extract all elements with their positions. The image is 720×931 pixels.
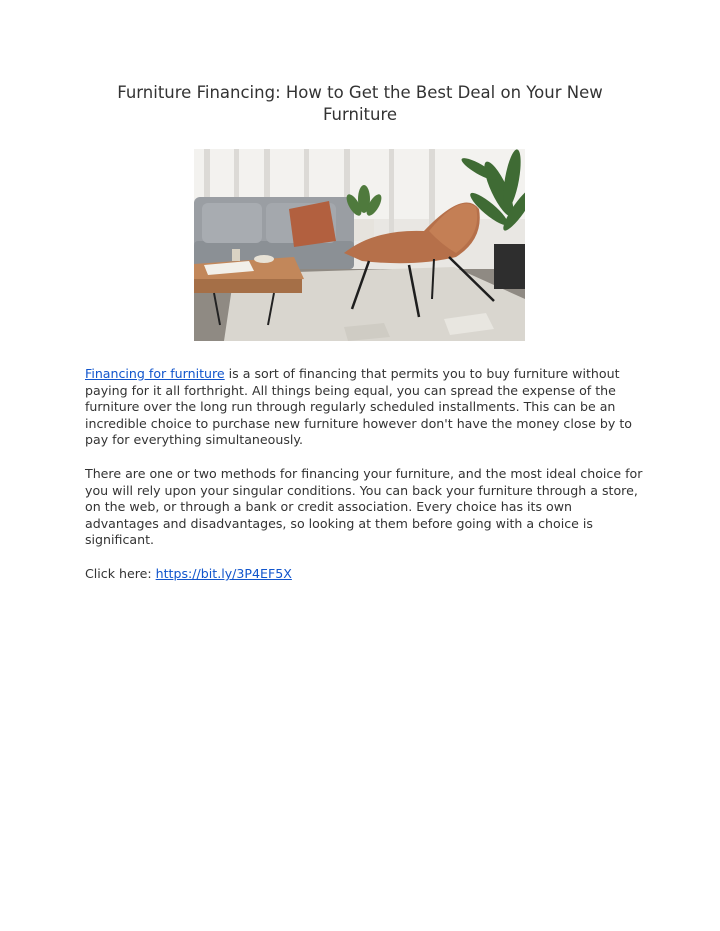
document-title: Furniture Financing: How to Get the Best Deal on Your New Furniture [117,83,603,124]
intro-paragraph [85,366,645,449]
intro-paragraph-text: is a sort of financing that permits you to buy furniture without paying for it all forthright. All things being equal, you can spread the expense of the furniture over the long run through regularly scheduled installments. This can be an incredible choice to purchase new furniture however don't have the money close by to pay for everything simultaneously. [85,366,632,448]
click-here-label: Click here: [85,566,156,581]
short-url-link[interactable]: https://bit.ly/3P4EF5X [155,566,292,581]
click-here-paragraph [85,566,645,583]
methods-paragraph: There are one or two methods for financing your furniture, and the most ideal choice for you will rely upon your singular conditions. You can back your furniture through a store, on the web, or through a bank or credit association. Every choice has its own advantages and disadvantages, so looking at them before going with a choice is significant. [85,466,643,548]
financing-for-furniture-link[interactable]: Financing for furniture [85,366,225,381]
living-room-photo [194,149,525,341]
